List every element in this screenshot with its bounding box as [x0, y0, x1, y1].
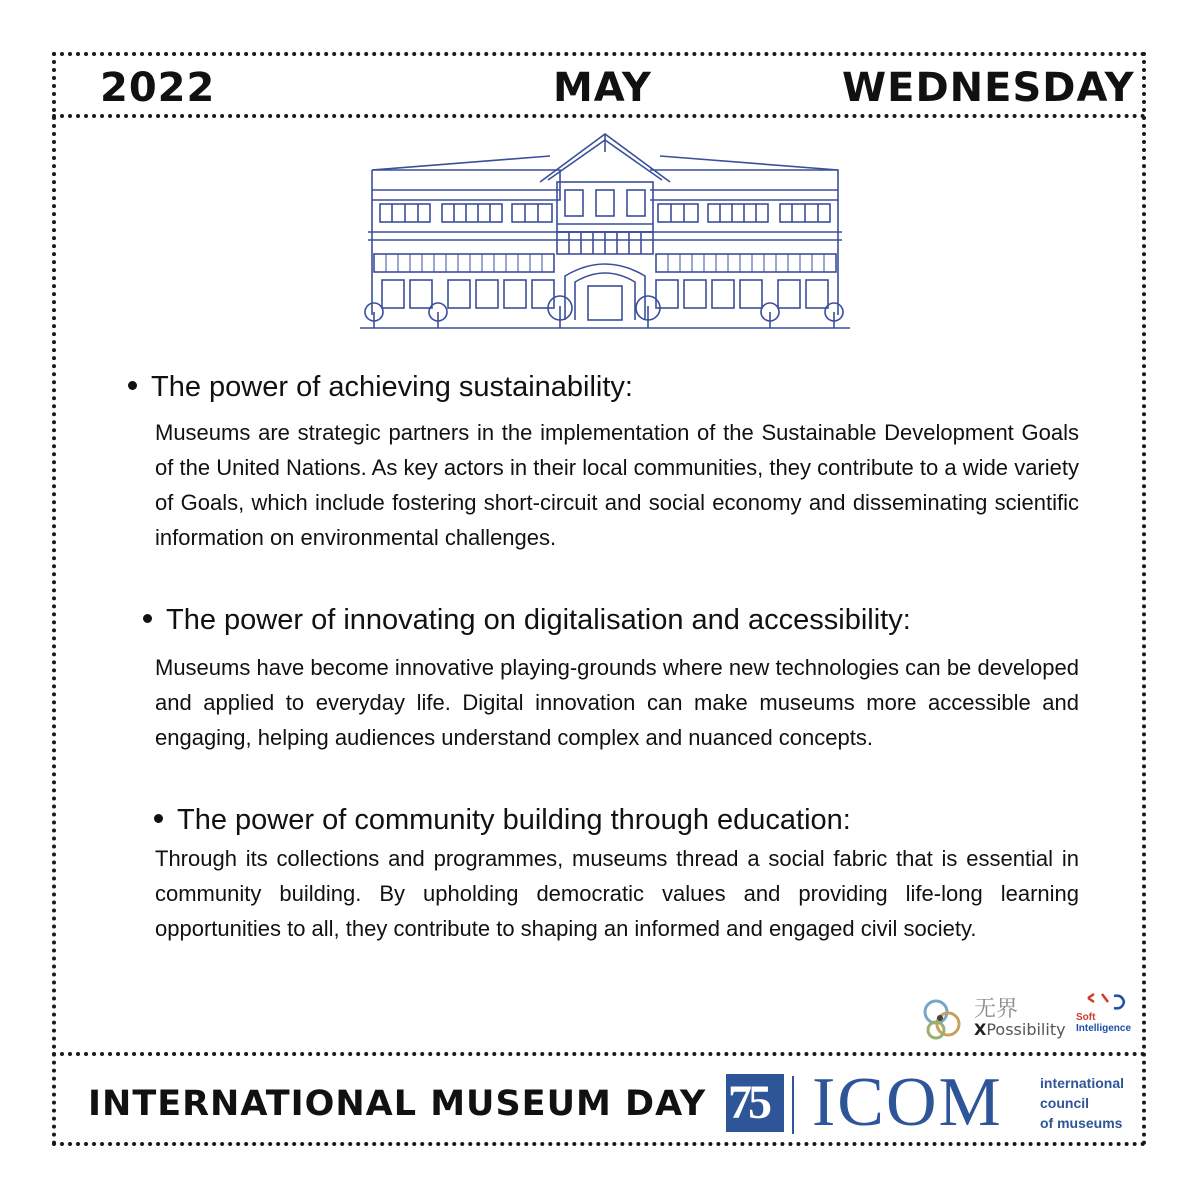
xpossibility-chinese-name: 无界: [974, 997, 1019, 1022]
icom-75-emblem: [726, 1074, 798, 1136]
bullet-icon: [128, 381, 137, 390]
header-year: 2022: [100, 65, 216, 111]
xpossibility-x: X: [974, 1020, 987, 1039]
event-title: INTERNATIONAL MUSEUM DAY: [88, 1084, 707, 1124]
icom-divider: [792, 1076, 794, 1134]
icom-sub-line: council: [1040, 1095, 1090, 1111]
section-title-text: The power of innovating on digitalisation and accessibility:: [166, 604, 911, 636]
section-title-text: The power of community building through education:: [177, 804, 851, 836]
header-month: MAY: [553, 65, 652, 111]
section-body-education: Through its collections and programmes, museums thread a social fabric that is essential in community building. By upholding democratic values and providing life-long learning opportunities to all, they contribute to shaping an informed and engaged civil society.: [155, 846, 1079, 941]
partner-logos: [918, 992, 1143, 1048]
soft-intelligence-name: [1076, 1012, 1131, 1034]
section-title-digitalisation: [143, 603, 911, 637]
icom-subtitle: [1040, 1073, 1124, 1133]
section-title-text: The power of achieving sustainability:: [151, 371, 633, 403]
header-weekday: WEDNESDAY: [842, 65, 1135, 111]
section-body-sustainability: Museums are strategic partners in the implementation of the Sustainable Development Goals of the United Nations. As key actors in their local communities, they contribute to a wide variety of Goals, which include fostering short-circuit and social economy and disseminating scientific information on environmental challenges.: [155, 420, 1079, 550]
section-body-digitalisation: Museums have become innovative playing-grounds where new technologies can be developed and applied to everyday life. Digital innovation can make museums more accessible and engaging, helping audiences understand complex and nuanced concepts.: [155, 655, 1079, 750]
museum-building-illustration: [360, 130, 850, 340]
section-title-education: [154, 803, 851, 837]
xpossibility-rest: Possibility: [986, 1020, 1066, 1039]
xpossibility-name: [974, 1020, 1066, 1039]
icom-wordmark: ICOM: [812, 1064, 1003, 1141]
soft-intelligence-logo-icon: [1084, 992, 1128, 1014]
footer-divider: [52, 1052, 1146, 1056]
icom-anniversary: 75: [728, 1076, 768, 1129]
bullet-icon: [143, 614, 152, 623]
intelligence-line: Intelligence: [1076, 1023, 1132, 1034]
bullet-icon: [154, 814, 163, 823]
section-title-sustainability: [128, 370, 633, 404]
header-divider: [52, 114, 1146, 118]
icom-sub-line: of museums: [1040, 1115, 1123, 1131]
xpossibility-logo-icon: [918, 994, 970, 1044]
soft-line: Soft: [1076, 1012, 1096, 1023]
icom-sub-line: international: [1040, 1075, 1125, 1091]
